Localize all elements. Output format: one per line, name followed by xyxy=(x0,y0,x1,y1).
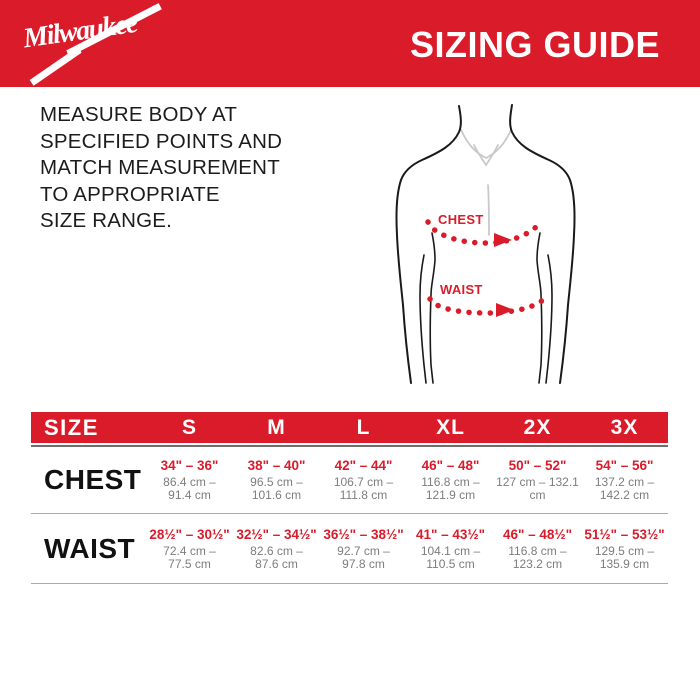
waist-measure-line xyxy=(430,299,543,313)
inch-range: 50" – 52" xyxy=(508,458,567,473)
size-cell xyxy=(146,458,233,502)
size-cell xyxy=(320,527,407,571)
cm-range-line1: 106.7 cm – xyxy=(333,475,394,489)
inch-range: 46" – 48" xyxy=(421,458,480,473)
intro-text xyxy=(40,102,282,235)
torso-diagram xyxy=(388,95,598,395)
cm-range-line2: 121.9 cm xyxy=(425,488,476,502)
milwaukee-logo-text: Milwaukee xyxy=(21,7,139,55)
chest-row xyxy=(31,447,668,514)
cm-range-line1: 72.4 cm – xyxy=(163,543,216,558)
size-column-header: SIZE xyxy=(44,414,99,440)
inch-range: 36½" – 38½" xyxy=(323,526,404,542)
inner-arm-right xyxy=(546,255,552,383)
torso-side-left xyxy=(430,233,435,383)
intro-line: SIZE RANGE. xyxy=(40,209,173,232)
waist-row xyxy=(31,514,668,584)
size-cell xyxy=(494,458,581,502)
waist-row-label: WAIST xyxy=(44,532,136,564)
intro-line: MEASURE BODY AT xyxy=(40,103,238,126)
cm-range-line2: 135.9 cm xyxy=(599,556,650,571)
cm-range-line1: 137.2 cm – xyxy=(594,475,655,489)
inch-range: 42" – 44" xyxy=(334,458,393,473)
intro-line: SPECIFIED POINTS AND xyxy=(40,129,283,153)
page-title: SIZING GUIDE xyxy=(409,24,660,65)
col-header-3x: 3X xyxy=(610,415,639,439)
inch-range: 32½" – 34½" xyxy=(236,526,317,542)
waist-arrow-icon xyxy=(496,303,514,317)
chest-row-label: CHEST xyxy=(44,464,142,495)
cm-range-line2: 142.2 cm xyxy=(599,488,650,502)
cm-range-line1: 82.6 cm – xyxy=(250,543,303,558)
col-header-l: L xyxy=(356,415,371,439)
inch-range: 46" – 48½" xyxy=(502,526,573,542)
size-cell xyxy=(320,458,407,502)
size-cell xyxy=(233,527,320,571)
size-cell xyxy=(581,527,668,571)
col-header-m: M xyxy=(267,415,286,439)
cm-range-line1: 116.8 cm – xyxy=(508,543,567,558)
cm-range-line1: 104.1 cm – xyxy=(420,543,481,558)
cm-range-line2: 91.4 cm xyxy=(168,488,211,502)
body-measurement-figure xyxy=(388,95,598,395)
cm-range-line1: 92.7 cm – xyxy=(337,543,390,558)
inch-range: 41" – 43½" xyxy=(415,526,486,542)
cm-range-line1: 116.8 cm – xyxy=(421,475,480,489)
cm-range-line2: cm xyxy=(529,488,546,502)
milwaukee-logo xyxy=(21,3,172,82)
size-cell xyxy=(581,458,668,502)
size-cell xyxy=(233,458,320,502)
cm-range-line2: 87.6 cm xyxy=(255,556,298,571)
torso-side-right xyxy=(537,233,542,383)
cm-range-line1: 86.4 cm – xyxy=(163,475,216,489)
col-header-2x: 2X xyxy=(523,415,552,439)
intro-line: TO APPROPRIATE xyxy=(40,182,220,206)
inner-arm-left xyxy=(420,255,426,383)
cm-range-line2: 101.6 cm xyxy=(251,488,302,502)
cm-range-line2: 77.5 cm xyxy=(168,556,211,571)
inch-range: 34" – 36" xyxy=(160,458,219,473)
size-table-header-row xyxy=(31,412,668,443)
cm-range-line1: 96.5 cm – xyxy=(250,475,303,489)
cm-range-line2: 110.5 cm xyxy=(426,556,475,571)
size-cell xyxy=(494,527,581,571)
collar-line xyxy=(461,130,511,158)
chest-measure-label: CHEST xyxy=(438,212,484,227)
size-cell xyxy=(146,527,233,571)
cm-range-line2: 97.8 cm xyxy=(342,556,385,571)
collar-notch-line xyxy=(474,145,498,165)
registered-mark: ® xyxy=(150,3,159,14)
inch-range: 51½" – 53½" xyxy=(584,526,665,542)
col-header-xl: XL xyxy=(436,415,465,439)
inch-range: 54" – 56" xyxy=(595,458,654,473)
cm-range-line2: 123.2 cm xyxy=(512,556,563,571)
waist-measure-label: WAIST xyxy=(440,282,483,297)
inch-range: 28½" – 30½" xyxy=(149,526,230,542)
cm-range-line2: 111.8 cm xyxy=(339,488,388,502)
cm-range-line1: 129.5 cm – xyxy=(594,543,655,558)
inch-range: 38" – 40" xyxy=(247,458,306,473)
size-table xyxy=(31,412,668,584)
milwaukee-logo-graphic xyxy=(21,3,172,82)
col-header-s: S xyxy=(181,415,197,439)
torso-outline-left xyxy=(396,106,460,383)
size-cell xyxy=(407,458,494,502)
chest-arrow-icon xyxy=(494,233,512,247)
cm-range-line1: 127 cm – 132.1 xyxy=(496,475,579,489)
size-cell xyxy=(407,527,494,571)
header-bar xyxy=(0,0,700,87)
sternum-line xyxy=(488,185,489,235)
intro-line: MATCH MEASUREMENT xyxy=(40,156,280,179)
